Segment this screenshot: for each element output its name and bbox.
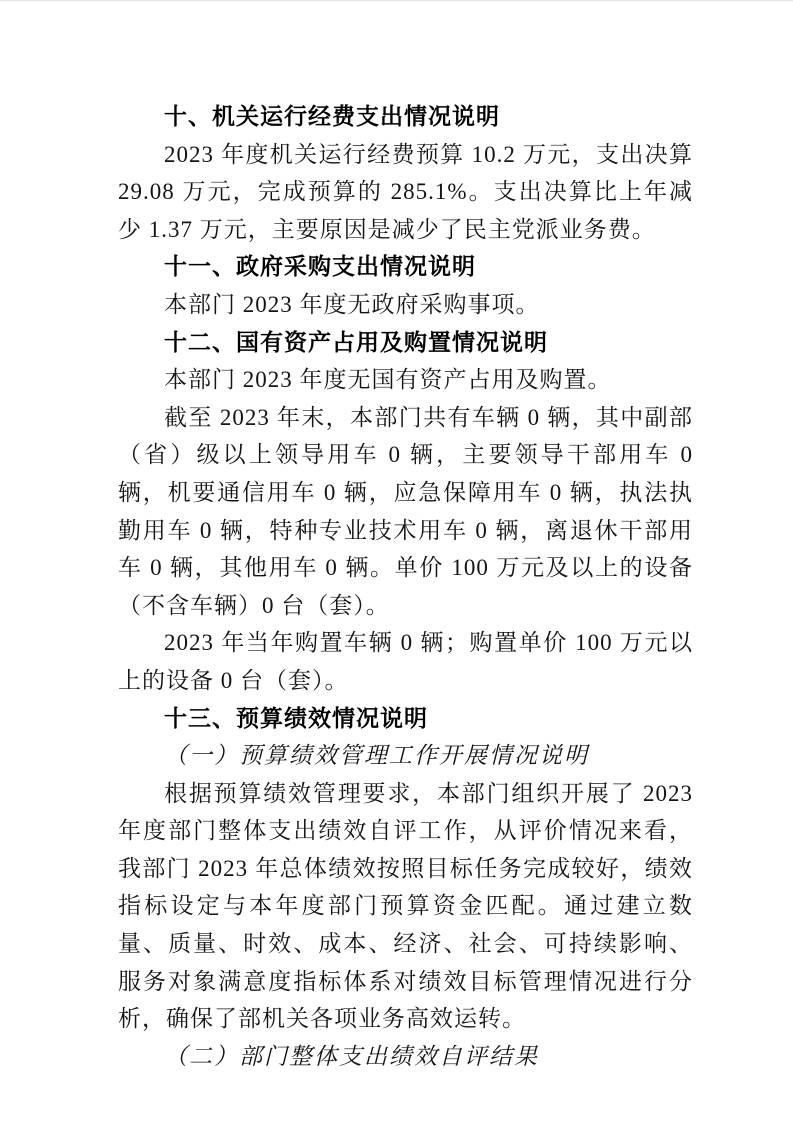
paragraph-vehicle-and-equipment-detail: 截至 2023 年末，本部门共有车辆 0 辆，其中副部（省）级以上领导用车 0 辆，主要领导干部用车 0 辆，机要通信用车 0 辆，应急保障用车 0 辆，执法执勤用车 0 辆，特种专业技术用车 0 辆，离退休干部用车 0 辆，其他用车 0 辆。单价 100 万元及以上的设备（不含车辆）0 台（套）。: [118, 404, 693, 618]
subheading-self-evaluation-result: （二）部门整体支出绩效自评结果: [164, 1043, 539, 1069]
paragraph-operating-expenses-detail: 2023 年度机关运行经费预算 10.2 万元，支出决算 29.08 万元，完成预算的 285.1%。支出决算比上年减少 1.37 万元，主要原因是减少了民主党派业务费。: [118, 141, 693, 242]
heading-section-eleven-government-procurement: 十一、政府采购支出情况说明: [164, 253, 476, 280]
paragraph-no-asset-purchase: 本部门 2023 年度无国有资产占用及购置。: [164, 367, 612, 393]
paragraph-current-year-purchases: 2023 年当年购置车辆 0 辆；购置单价 100 万元以上的设备 0 台（套）。: [118, 630, 693, 693]
subheading-performance-management-work: （一）预算绩效管理工作开展情况说明: [164, 743, 589, 769]
heading-section-thirteen-budget-performance: 十三、预算绩效情况说明: [164, 704, 428, 731]
heading-section-ten-operating-expenses: 十、机关运行经费支出情况说明: [164, 103, 500, 129]
paragraph-performance-self-evaluation-detail: 根据预算绩效管理要求，本部门组织开展了 2023 年度部门整体支出绩效自评工作，从评价情况来看，我部门 2023 年总体绩效按照目标任务完成较好，绩效指标设定与本年度部门预算资金匹配。通过建立数量、质量、时效、成本、经济、社会、可持续影响、服务对象满意度指标体系对绩效目标管理情况进行分析，确保了部机关各项业务高效运转。: [118, 780, 693, 1032]
paragraph-no-procurement: 本部门 2023 年度无政府采购事项。: [164, 291, 540, 317]
heading-section-twelve-state-assets: 十二、国有资产占用及购置情况说明: [164, 328, 548, 355]
